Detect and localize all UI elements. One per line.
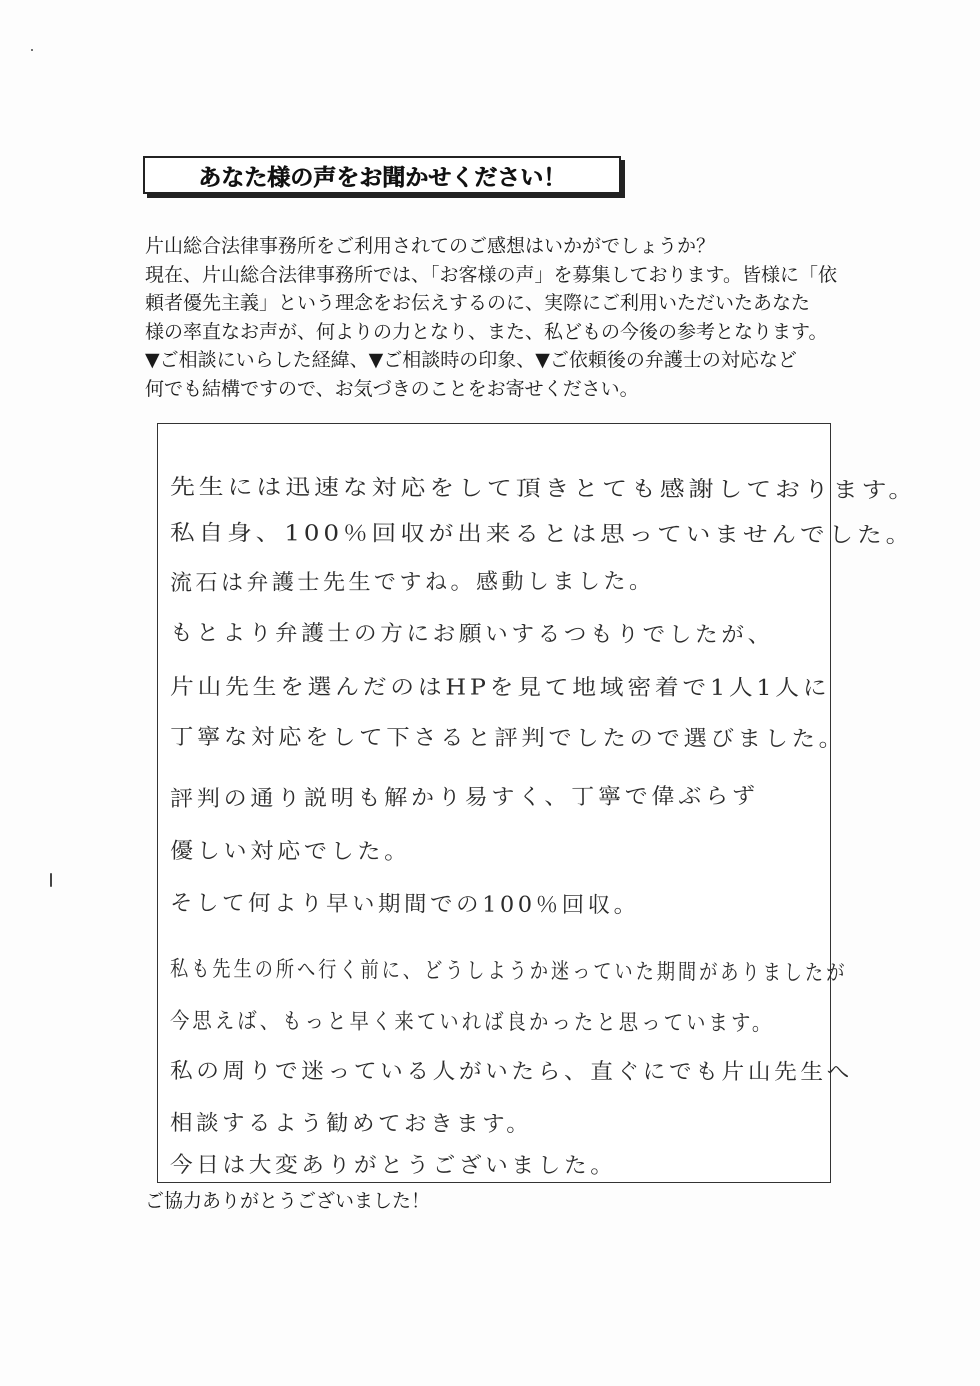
handwritten-line: 今思えば、もっと早く来ていれば良かったと思っています。 [169,1009,775,1037]
scan-speck [31,49,33,51]
handwritten-line: もとより弁護士の方にお願いするつもりでしたが、 [169,621,774,649]
handwritten-line: 先生には迅速な対応をして頂きとても感謝しております。 [169,475,918,504]
intro-line: 現在、片山総合法律事務所では、「お客様の声」を募集しております。皆様に「依 [145,263,837,286]
thanks-message: ご協力ありがとうございました！ [145,1190,431,1212]
intro-line: 頼者優先主義」という理念をお伝えするのに、実際にご利用いただいたあなた [145,292,811,315]
handwritten-line: 私の周りで迷っている人がいたら、直ぐにでも片山先生へ [169,1059,853,1086]
handwritten-line: 相談するよう勧めておきます。 [169,1111,533,1138]
handwritten-line: 優しい対応でした。 [169,839,412,865]
handwritten-line: 私も先生の所へ行く前に、どうしようか迷っていた期間がありましたが [169,957,848,987]
intro-line: ▼ご相談にいらした経緯、▼ご相談時の印象、▼ご依頼後の弁護士の対応など [145,349,797,372]
intro-text [145,232,855,404]
intro-line: 片山総合法律事務所をご利用されてのご感想はいかがでしょうか？ [145,235,716,257]
handwritten-line: 丁寧な対応をして下さると評判でしたので選びました。 [169,725,846,753]
handwritten-line: そして何より早い期間での100％回収。 [169,891,640,919]
handwritten-line: 評判の通り説明も解かり易すく、丁寧で偉ぶらず [169,784,759,812]
scan-speck [50,873,52,887]
handwritten-line: 片山先生を選んだのはHPを見て地域密着で1人1人に [169,675,831,702]
handwritten-line: 今日は大変ありがとうございました。 [169,1153,617,1179]
title-box [143,156,621,194]
intro-line: 様の率直なお声が、何よりの力となり、また、私どもの今後の参考となります。 [145,320,828,343]
comment-box [157,423,918,1183]
page-title: あなた様の声をお聞かせください！ [198,164,566,191]
intro-line: 何でも結構ですので、お気づきのことをお寄せください。 [145,377,639,400]
handwritten-line: 流石は弁護士先生ですね。感動しました。 [169,569,655,596]
handwritten-line: 私自身、100％回収が出来るとは思っていませんでした。 [169,521,915,549]
